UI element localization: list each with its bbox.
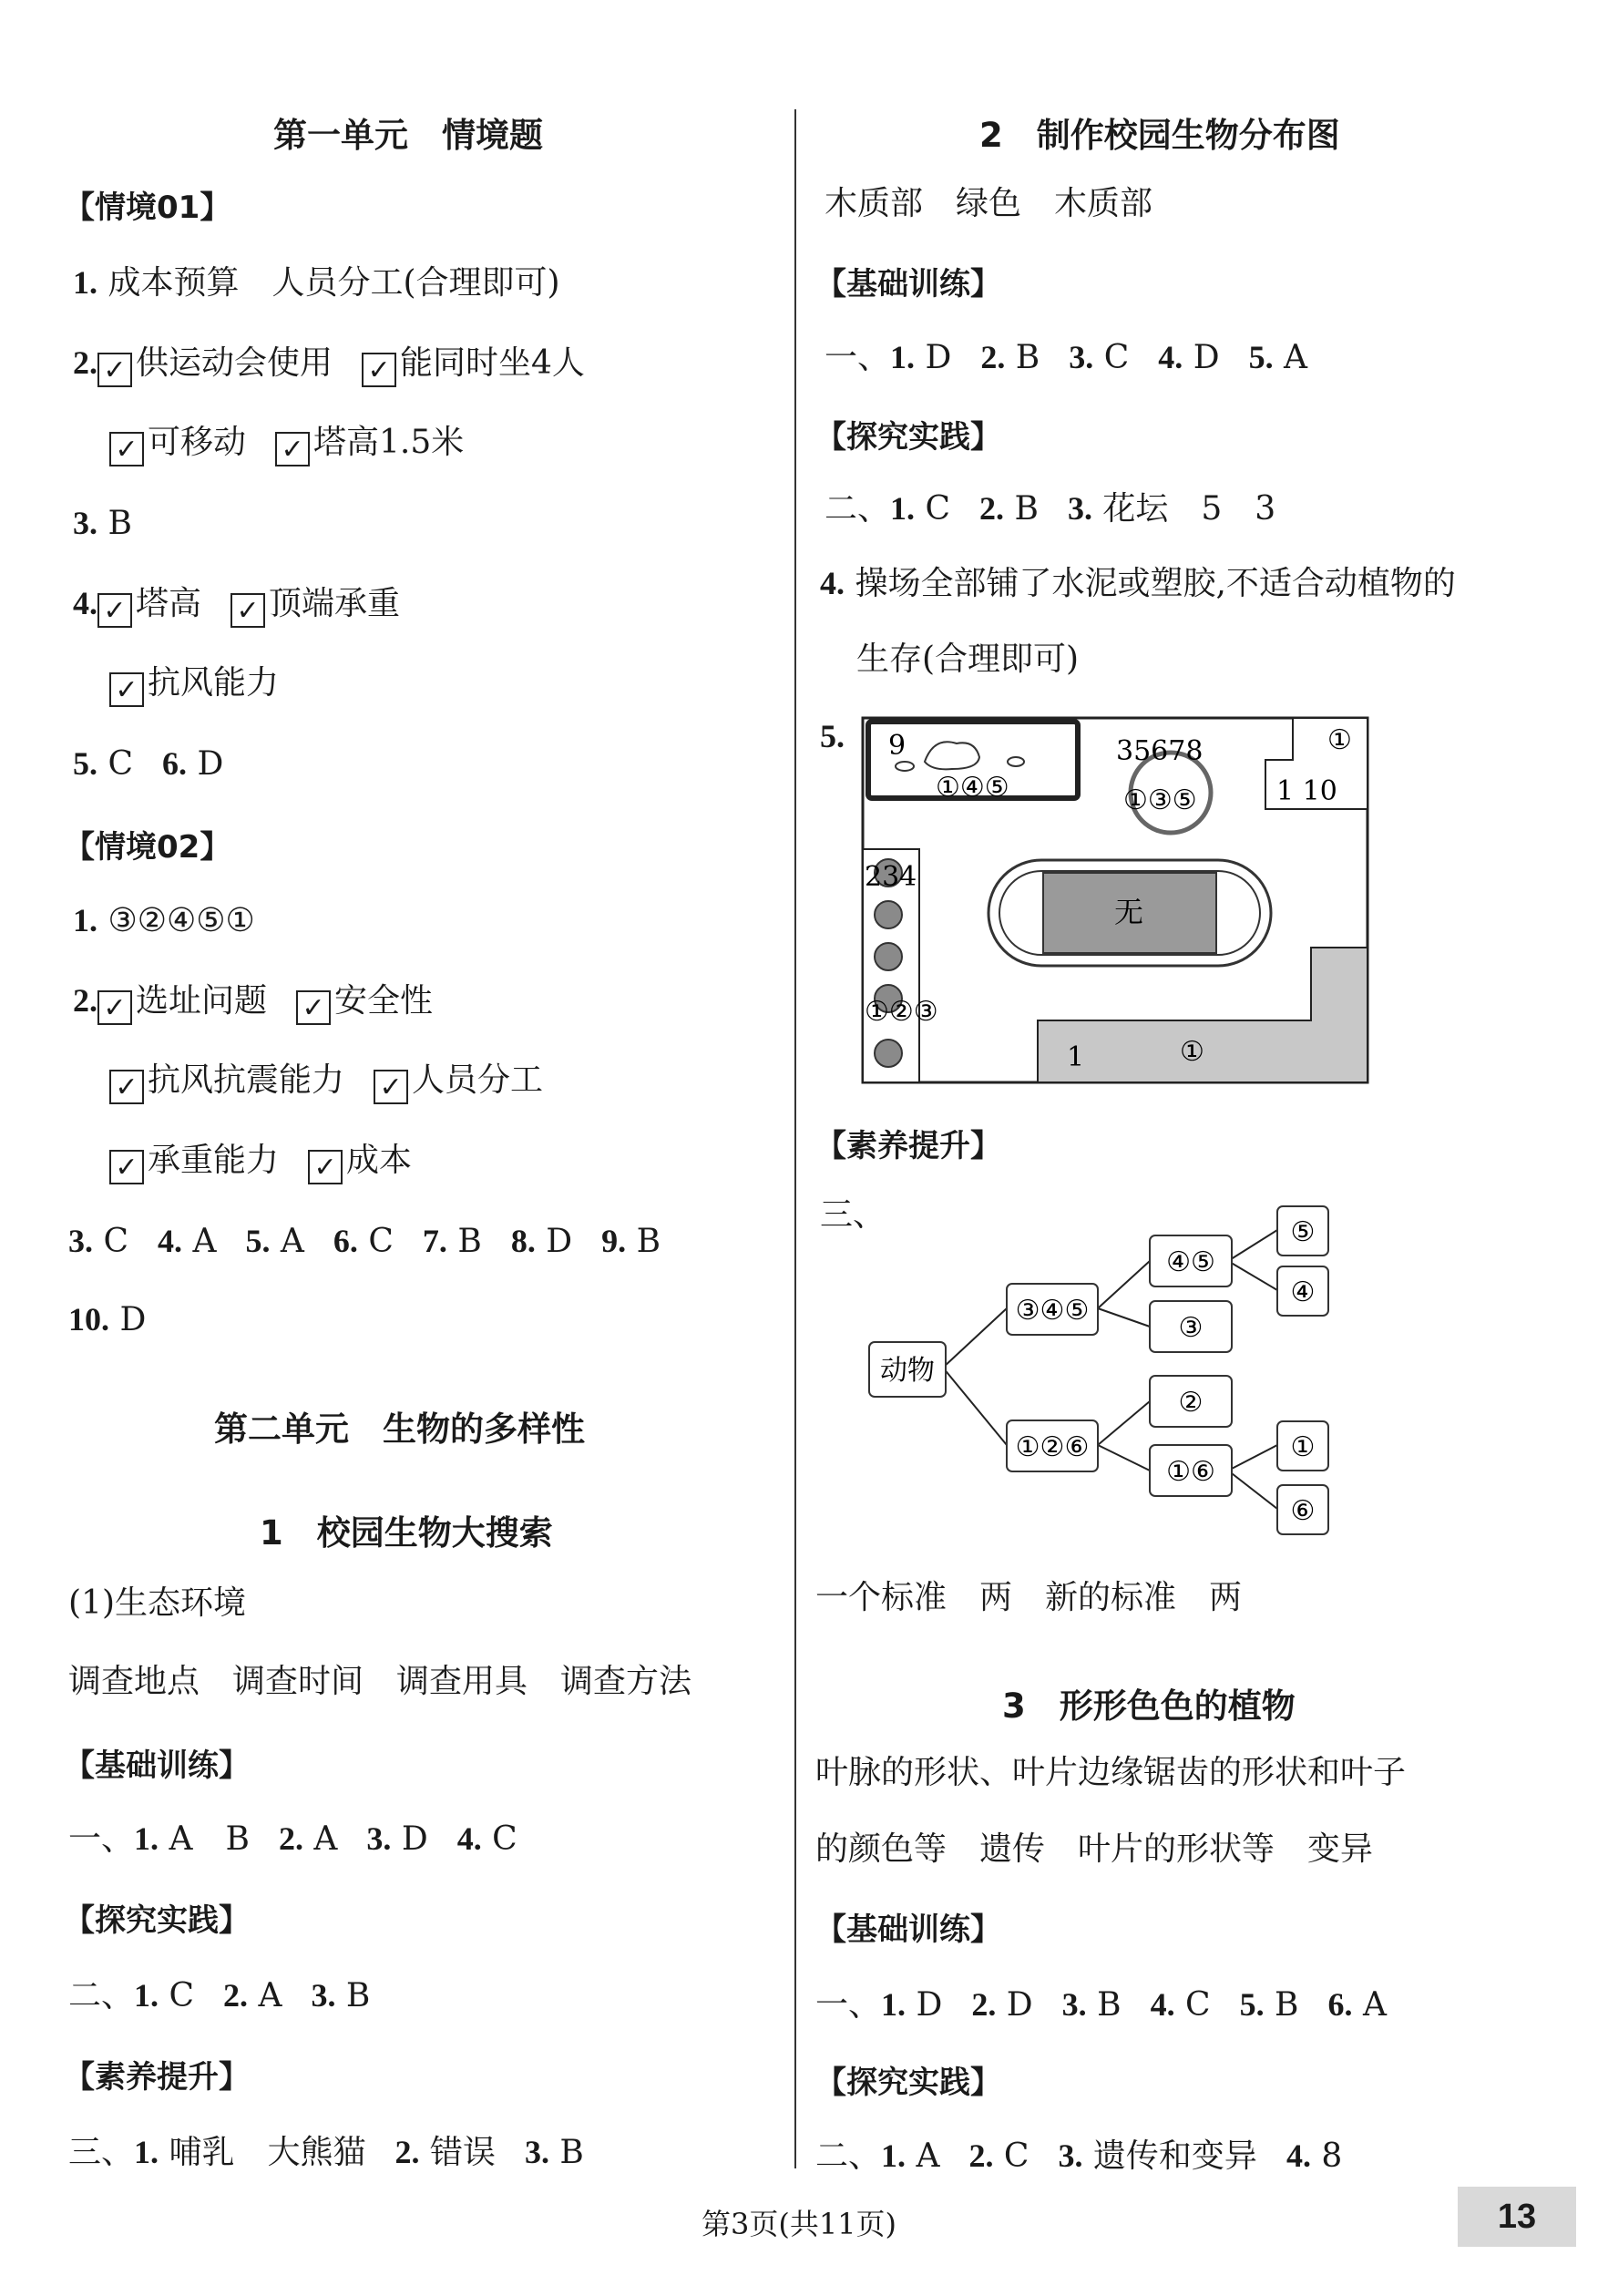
check-icon: ✓: [275, 432, 310, 466]
s1-q4-cont: ✓ 抗风能力: [109, 661, 279, 707]
tree-icon: [875, 901, 902, 928]
page-footer: 第3页(共11页): [701, 2207, 897, 2241]
lesson3-line1: 叶脉的形状、叶片边缘锯齿的形状和叶子: [815, 1754, 1407, 1791]
lesson3-line2: 的颜色等 遗传 叶片的形状等 变异: [815, 1830, 1374, 1868]
situation-01-label: 【情境01】: [64, 190, 231, 226]
campus-distribution-map: [861, 716, 1371, 1086]
tree-label: ④⑤: [1166, 1246, 1215, 1278]
lesson2-after-tree: 一个标准 两 新的标准 两: [815, 1579, 1243, 1616]
lesson1-line2: 调查地点 调查时间 调查用具 调查方法: [68, 1663, 692, 1700]
s1-q5-q6: 5. C 6. D: [73, 745, 224, 783]
lesson2-q4-line1: 4. 操场全部铺了水泥或塑胶,不适合动植物的: [820, 565, 1456, 602]
lesson1-explore-answers: 二、1. C 2. A 3. B: [68, 1977, 371, 2014]
page-number: 13: [1458, 2187, 1576, 2247]
lesson2-improve-label: 【素养提升】: [815, 1128, 1001, 1164]
unit2-title: 第二单元 生物的多样性: [214, 1409, 585, 1449]
lesson1-basic-answers: 一、1. A B 2. A 3. D 4. C: [68, 1820, 517, 1858]
pond-number: 9: [888, 730, 907, 762]
tree-label: ③: [1178, 1312, 1204, 1344]
classification-tree: [856, 1199, 1512, 1554]
tree-root-label: 动物: [880, 1355, 935, 1387]
lesson3-basic-answers: 一、1. D 2. D 3. B 4. C 5. B 6. A: [815, 1986, 1387, 2024]
tree-label: ①: [1290, 1431, 1316, 1463]
field-label: 无: [1114, 895, 1144, 929]
lesson3-explore-label: 【探究实践】: [815, 2065, 1001, 2101]
s1-q2-cont: ✓ 可移动 ✓ 塔高1.5米: [109, 421, 464, 466]
check-icon: ✓: [362, 353, 396, 387]
lesson2-explore-answers: 二、1. C 2. B 3. 花坛 5 3: [825, 490, 1276, 528]
lesson1-improve-answers: 三、1. 哺乳 大熊猫 2. 错误 3. B: [68, 2134, 584, 2171]
lesson2-title: 2 制作校园生物分布图: [979, 116, 1340, 155]
check-icon: ✓: [109, 1150, 144, 1184]
s1-q2: 2. ✓ 供运动会使用 ✓ 能同时坐4人: [73, 344, 585, 386]
tree-label: ②: [1178, 1387, 1204, 1419]
check-icon: ✓: [97, 593, 132, 628]
corner-numbers: 1 10: [1276, 775, 1337, 807]
check-icon: ✓: [308, 1150, 343, 1184]
lesson2-basic-label: 【基础训练】: [815, 266, 1001, 302]
s2-q2: 2. ✓ 选址问题 ✓ 安全性: [73, 982, 434, 1024]
unit1-title: 第一单元 情境题: [273, 116, 543, 155]
bottom-number: 1: [1067, 1041, 1085, 1073]
s1-q3: 3. B: [73, 505, 132, 542]
tree-label: ⑤: [1290, 1216, 1316, 1248]
tree-label: ⑥: [1290, 1495, 1316, 1527]
bottom-mark: ①: [1180, 1036, 1204, 1068]
s2-q2-cont2: ✓ 承重能力 ✓ 成本: [109, 1139, 412, 1184]
tree-label: ①⑥: [1166, 1456, 1215, 1488]
lesson2-basic-answers: 一、1. D 2. B 3. C 4. D 5. A: [825, 339, 1308, 376]
tree-numbers: 234: [865, 861, 917, 893]
lesson2-q5-label: 5.: [820, 718, 845, 754]
lesson1-explore-label: 【探究实践】: [64, 1902, 250, 1939]
s2-q10: 10. D: [68, 1301, 147, 1338]
check-icon: ✓: [296, 990, 331, 1025]
pond-marks: ①④⑤: [936, 772, 1009, 804]
lesson2-q4-line2: 生存(合理即可): [856, 641, 1080, 678]
lesson3-title: 3 形形色色的植物: [1002, 1686, 1296, 1726]
check-icon: ✓: [230, 593, 265, 628]
s1-q1: 1. 成本预算 人员分工(合理即可): [73, 264, 560, 302]
s2-q1: 1. ③②④⑤①: [73, 902, 255, 939]
lesson1-improve-label: 【素养提升】: [64, 2059, 250, 2096]
tree-label: ④: [1290, 1276, 1316, 1308]
tree-label: ③④⑤: [1015, 1295, 1090, 1327]
lesson2-line1: 木质部 绿色 木质部: [825, 185, 1153, 222]
check-icon: ✓: [109, 432, 144, 466]
column-divider: [794, 109, 796, 2168]
circle-numbers: 35678: [1116, 735, 1204, 767]
lesson1-title: 1 校园生物大搜索: [260, 1513, 553, 1553]
circle-marks: ①③⑤: [1123, 784, 1197, 816]
check-icon: ✓: [109, 1070, 144, 1104]
situation-02-label: 【情境02】: [64, 829, 231, 866]
tree-icon: [875, 943, 902, 970]
lesson1-basic-label: 【基础训练】: [64, 1748, 250, 1784]
lesson3-basic-label: 【基础训练】: [815, 1912, 1001, 1948]
lesson2-explore-label: 【探究实践】: [815, 419, 1001, 456]
check-icon: ✓: [374, 1070, 408, 1104]
lesson2-tree-label: 三、: [820, 1196, 886, 1234]
tree-icon: [875, 1040, 902, 1067]
check-icon: ✓: [109, 672, 144, 707]
s1-q4: 4. ✓ 塔高 ✓ 顶端承重: [73, 585, 401, 627]
tree-label: ①②⑥: [1015, 1431, 1090, 1463]
s2-q2-cont1: ✓ 抗风抗震能力 ✓ 人员分工: [109, 1059, 543, 1104]
lesson3-explore-answers: 二、1. A 2. C 3. 遗传和变异 4. 8: [815, 2137, 1343, 2175]
lesson1-line1: (1)生态环境: [68, 1584, 246, 1622]
tree-marks: ①②③: [865, 996, 938, 1028]
check-icon: ✓: [97, 353, 132, 387]
check-icon: ✓: [97, 990, 132, 1025]
s2-q3-q9: 3. C 4. A 5. A 6. C 7. B 8. D 9. B: [68, 1223, 661, 1260]
corner-mark: ①: [1327, 724, 1352, 756]
